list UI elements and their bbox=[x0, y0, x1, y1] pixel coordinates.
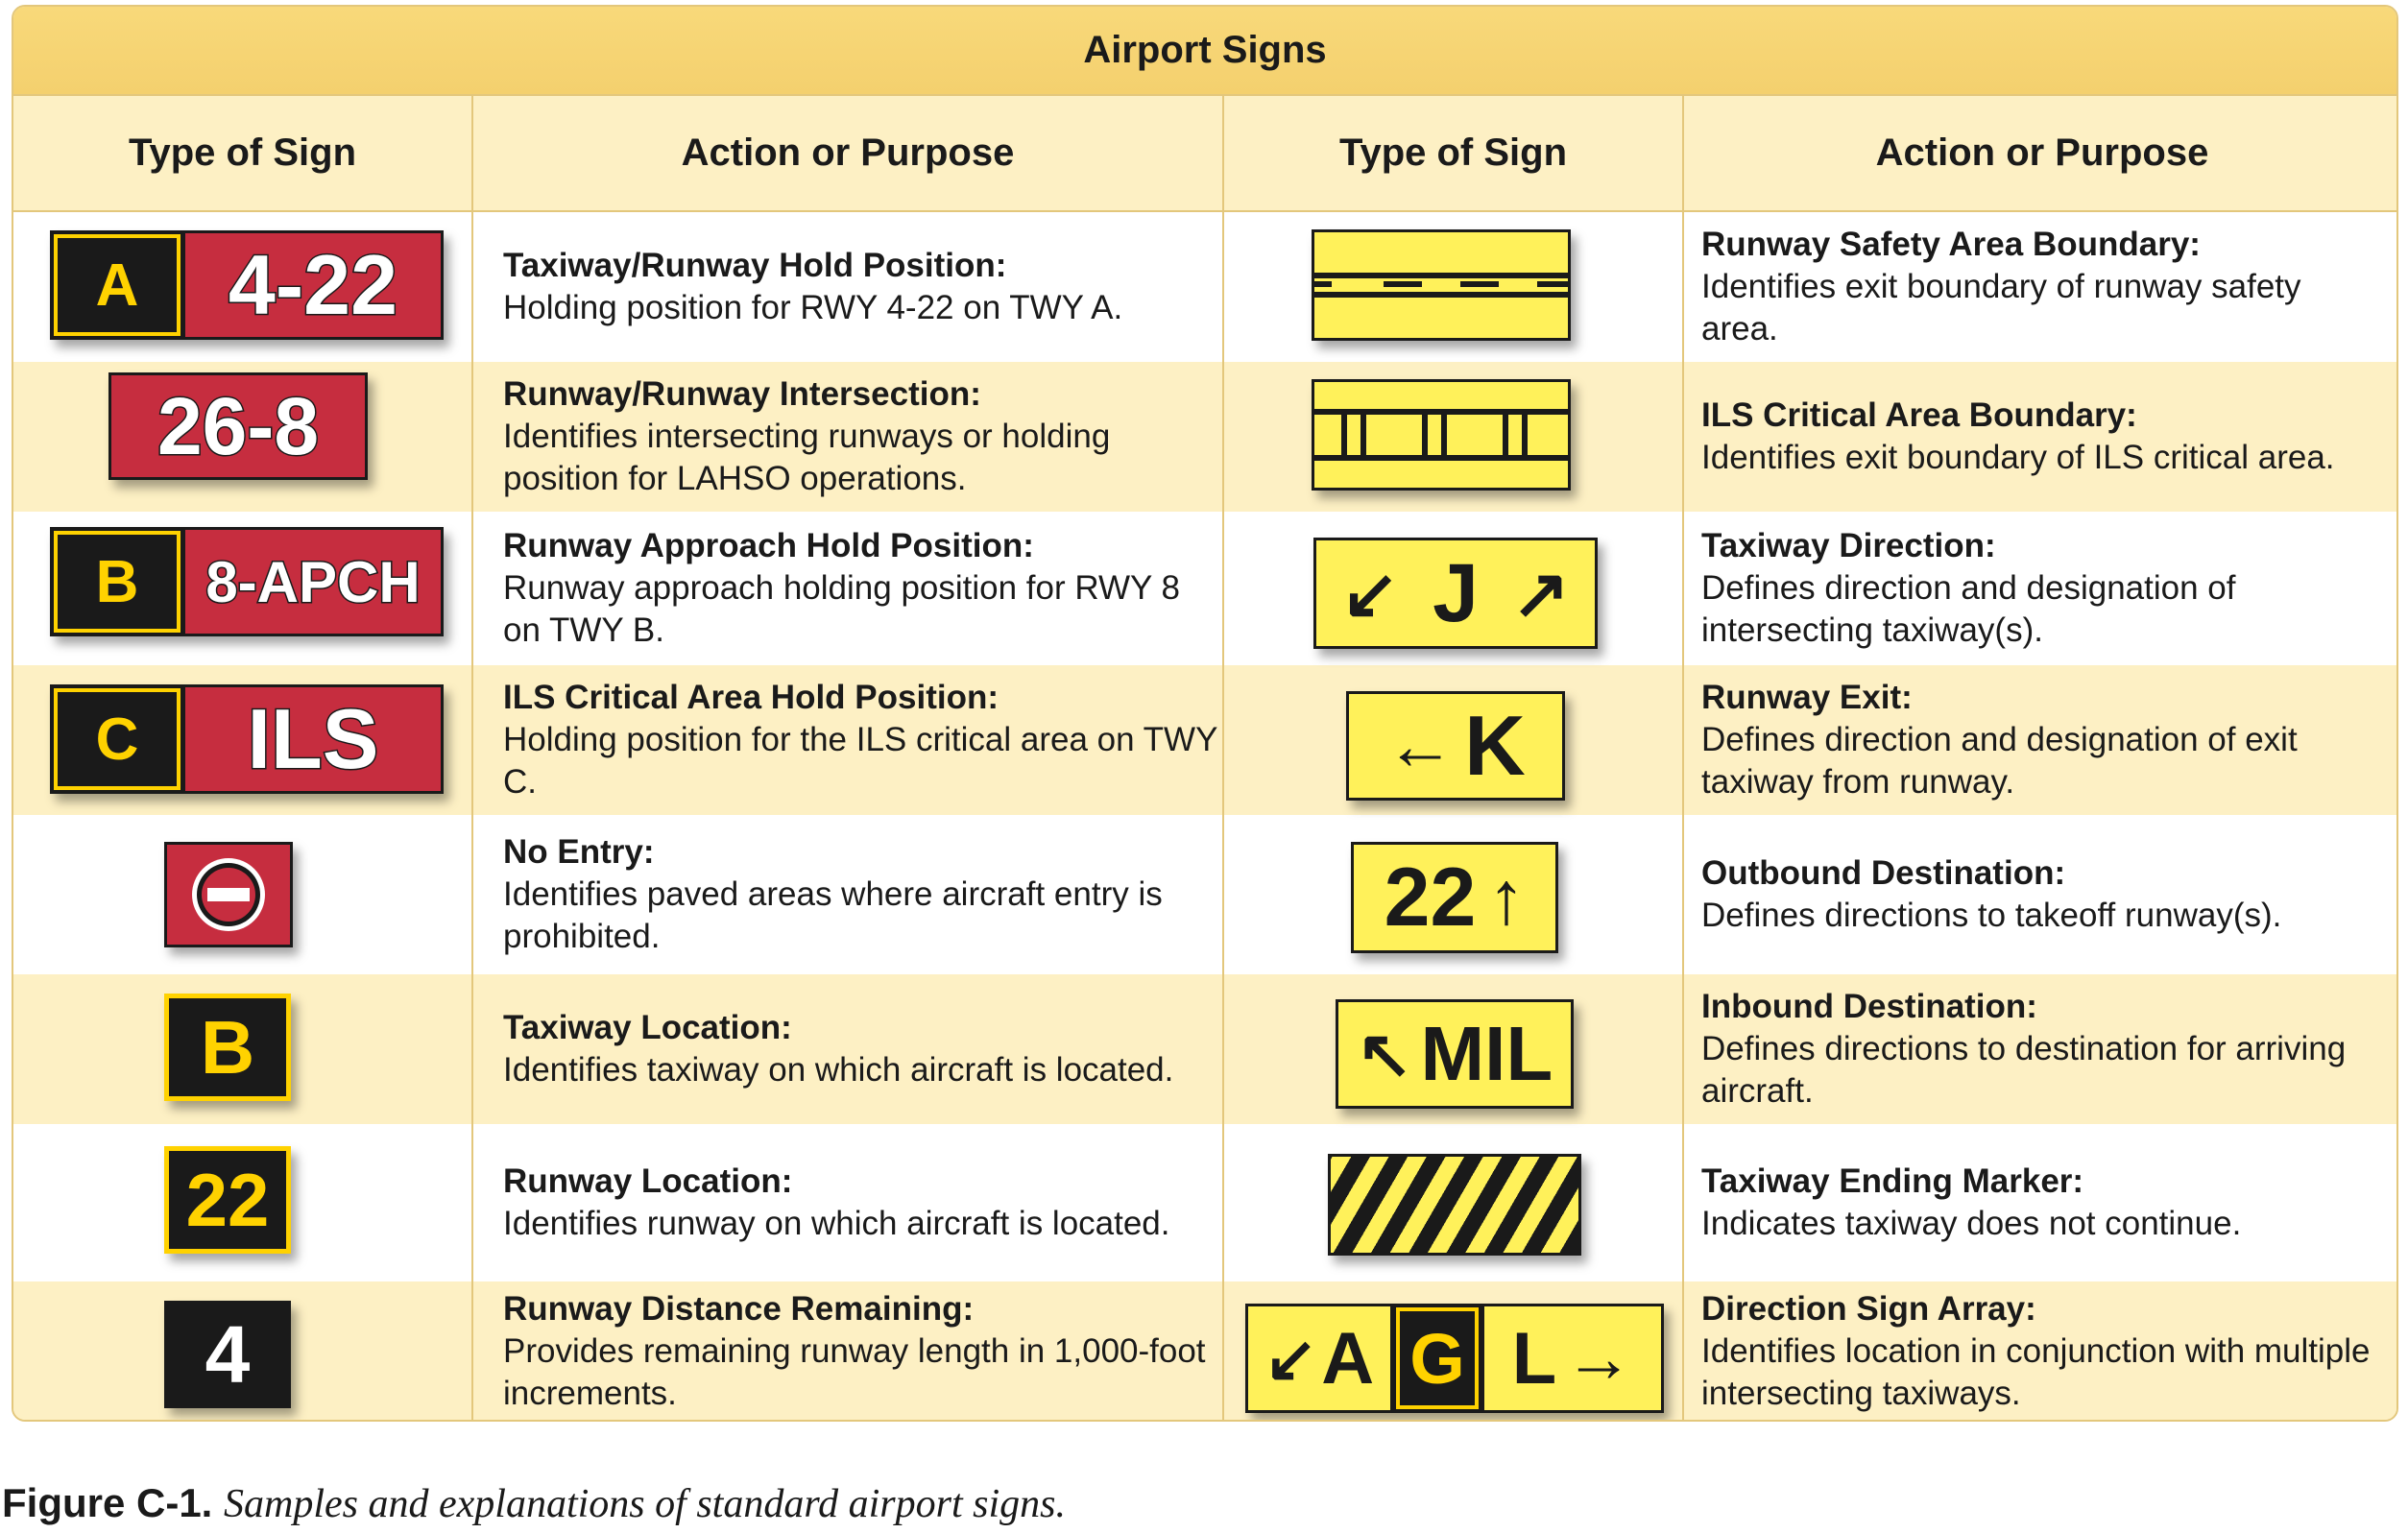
figure-caption-text: Samples and explanations of standard airport signs. bbox=[224, 1482, 1067, 1526]
sign-runway-number: 22 bbox=[1384, 850, 1477, 944]
description-title: Runway Location: bbox=[503, 1162, 793, 1200]
figure-caption bbox=[2, 1474, 2383, 1532]
sign-panel-right bbox=[1481, 1304, 1664, 1413]
sign-panel bbox=[1336, 999, 1574, 1109]
arrow-down-left-icon: ↙ bbox=[1341, 556, 1400, 633]
hold-position-sign bbox=[50, 230, 444, 340]
sign-taxiway-letter: L bbox=[1511, 1317, 1557, 1400]
description-title: Taxiway Location: bbox=[503, 1009, 792, 1046]
description-runway-approach-hold bbox=[503, 512, 1218, 665]
outbound-destination-sign bbox=[1351, 842, 1558, 953]
description-runway-runway-intersection bbox=[503, 362, 1218, 512]
description-text: Identifies exit boundary of runway safety area. bbox=[1701, 268, 2301, 347]
description-title: No Entry: bbox=[503, 833, 655, 871]
arrow-up-left-icon: ↖ bbox=[1356, 1017, 1413, 1091]
taxiway-location-sign bbox=[164, 994, 291, 1101]
description-title: Runway Distance Remaining: bbox=[503, 1290, 975, 1328]
arrow-up-right-icon: ↗ bbox=[1511, 556, 1570, 633]
sign-taxiway-letter: A bbox=[1321, 1317, 1375, 1400]
description-title: Runway/Runway Intersection: bbox=[503, 375, 981, 413]
description-runway-distance-remaining bbox=[503, 1281, 1218, 1422]
arrow-down-left-icon: ↙ bbox=[1264, 1322, 1318, 1394]
description-text: Defines directions to takeoff runway(s). bbox=[1701, 897, 2282, 934]
sign-panel-left bbox=[1245, 1304, 1393, 1413]
description-taxiway-runway-hold bbox=[503, 212, 1218, 362]
description-title: Runway Safety Area Boundary: bbox=[1701, 226, 2201, 263]
description-title: Taxiway Direction: bbox=[1701, 527, 1996, 564]
taxiway-direction-sign bbox=[1313, 538, 1598, 649]
description-runway-safety-area bbox=[1701, 212, 2383, 362]
sign-panel bbox=[1346, 691, 1565, 801]
description-ils-critical-boundary bbox=[1701, 362, 2383, 512]
header-type-of-sign-left: Type of Sign bbox=[128, 132, 357, 174]
sign-panel bbox=[1351, 842, 1558, 953]
description-title: Inbound Destination: bbox=[1701, 988, 2037, 1025]
description-ils-critical-hold bbox=[503, 665, 1218, 815]
description-text: Identifies exit boundary of ILS critical area. bbox=[1701, 439, 2335, 476]
description-runway-exit bbox=[1701, 665, 2383, 815]
sign-taxiway-letter: B bbox=[164, 994, 291, 1101]
description-text: Defines direction and designation of exit taxiway from runway. bbox=[1701, 721, 2298, 801]
description-text: Identifies taxiway on which aircraft is located. bbox=[503, 1051, 1174, 1089]
description-text: Holding position for the ILS critical area on TWY C. bbox=[503, 721, 1217, 801]
distance-remaining-sign bbox=[164, 1301, 291, 1408]
description-title: ILS Critical Area Hold Position: bbox=[503, 679, 999, 716]
sign-approach-label: 8-APCH bbox=[182, 527, 444, 636]
description-text: Identifies runway on which aircraft is located. bbox=[503, 1205, 1170, 1242]
runway-intersection-sign bbox=[108, 372, 368, 480]
ils-boundary-marking-icon bbox=[1314, 382, 1568, 488]
sign-runway-number: 26-8 bbox=[108, 372, 368, 480]
description-text: Defines direction and designation of intersecting taxiway(s). bbox=[1701, 569, 2236, 649]
no-entry-icon bbox=[167, 845, 290, 945]
inbound-destination-sign bbox=[1336, 999, 1574, 1109]
taxiway-ending-marker-sign bbox=[1328, 1154, 1581, 1256]
header-action-left: Action or Purpose bbox=[681, 132, 1015, 174]
description-direction-sign-array bbox=[1701, 1281, 2383, 1422]
sign-location-letter: G bbox=[1396, 1307, 1479, 1409]
sign-destination-label: MIL bbox=[1420, 1011, 1553, 1096]
description-text: Provides remaining runway length in 1,000-foot increments. bbox=[503, 1332, 1206, 1412]
sign-taxiway-letter: A bbox=[54, 234, 181, 336]
column-divider bbox=[1222, 96, 1224, 1422]
sign-panel bbox=[1313, 538, 1598, 649]
description-text: Identifies location in conjunction with multiple intersecting taxiways. bbox=[1701, 1332, 2371, 1412]
arrow-up-icon: ↑ bbox=[1487, 854, 1526, 940]
runway-location-sign bbox=[164, 1146, 291, 1254]
description-text: Defines directions to destination for arriving aircraft. bbox=[1701, 1030, 2347, 1110]
description-text: Runway approach holding position for RWY 8 on TWY B. bbox=[503, 569, 1180, 649]
description-title: Runway Exit: bbox=[1701, 679, 1913, 716]
column-divider bbox=[471, 96, 473, 1422]
ils-critical-boundary-sign bbox=[1312, 379, 1571, 491]
sign-taxiway-letter: C bbox=[54, 688, 181, 790]
description-text: Holding position for RWY 4-22 on TWY A. bbox=[503, 289, 1123, 326]
sign-ils-label: ILS bbox=[182, 684, 444, 794]
safety-area-marking-icon bbox=[1314, 232, 1568, 338]
header-action-right: Action or Purpose bbox=[1875, 132, 2209, 174]
column-divider bbox=[1682, 96, 1684, 1422]
description-text: Identifies paved areas where aircraft entry is prohibited. bbox=[503, 875, 1163, 955]
description-runway-location bbox=[503, 1124, 1218, 1281]
runway-safety-area-sign bbox=[1312, 229, 1571, 341]
description-title: ILS Critical Area Boundary: bbox=[1701, 396, 2137, 434]
sign-distance-number: 4 bbox=[164, 1301, 291, 1408]
arrow-right-icon: → bbox=[1564, 1320, 1634, 1397]
header-type-of-sign-right: Type of Sign bbox=[1338, 132, 1568, 174]
table-title-bar bbox=[13, 7, 2396, 96]
description-taxiway-location bbox=[503, 974, 1218, 1124]
description-outbound-destination bbox=[1701, 815, 2383, 974]
ils-hold-sign bbox=[50, 684, 444, 794]
description-taxiway-ending-marker bbox=[1701, 1124, 2383, 1281]
description-inbound-destination bbox=[1701, 974, 2383, 1124]
description-text: Identifies intersecting runways or holding position for LAHSO operations. bbox=[503, 418, 1111, 497]
sign-runway-number: 4-22 bbox=[182, 230, 444, 340]
sign-runway-number: 22 bbox=[164, 1146, 291, 1254]
description-taxiway-direction bbox=[1701, 512, 2383, 665]
description-title: Taxiway/Runway Hold Position: bbox=[503, 247, 1007, 284]
header-row bbox=[13, 96, 2396, 212]
runway-exit-sign bbox=[1346, 691, 1565, 801]
approach-hold-sign bbox=[50, 527, 444, 636]
sign-taxiway-letter: K bbox=[1464, 698, 1526, 793]
description-text: Indicates taxiway does not continue. bbox=[1701, 1205, 2242, 1242]
description-title: Runway Approach Hold Position: bbox=[503, 527, 1034, 564]
description-no-entry bbox=[503, 815, 1218, 974]
description-title: Taxiway Ending Marker: bbox=[1701, 1162, 2084, 1200]
no-entry-sign bbox=[164, 842, 293, 947]
description-title: Direction Sign Array: bbox=[1701, 1290, 2036, 1328]
figure-label: Figure C-1. bbox=[2, 1480, 213, 1525]
table-title: Airport Signs bbox=[1083, 29, 1327, 71]
airport-signs-table bbox=[12, 5, 2398, 1422]
sign-taxiway-letter: J bbox=[1433, 546, 1479, 639]
direction-sign-array bbox=[1245, 1304, 1664, 1413]
sign-taxiway-letter: B bbox=[54, 531, 181, 633]
description-title: Outbound Destination: bbox=[1701, 854, 2066, 892]
arrow-left-icon: ← bbox=[1385, 707, 1456, 784]
